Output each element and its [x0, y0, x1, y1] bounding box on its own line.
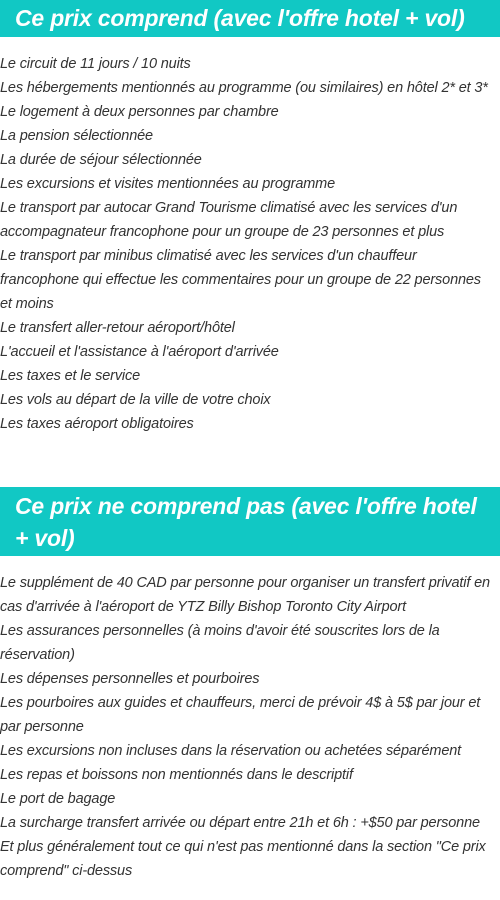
list-item: Les excursions et visites mentionnées au programme — [0, 176, 336, 192]
list-item: Le port de bagage — [0, 791, 116, 807]
list-item: Le transfert aller-retour aéroport/hôtel — [0, 320, 235, 336]
list-item: Les hébergements mentionnés au programme (ou similaires) en hôtel 2* et 3* — [0, 80, 488, 96]
list-item: Et plus généralement tout ce qui n'est pas mentionné dans la section "Ce prix comprend" ci-dessus — [0, 839, 486, 879]
list-item: Le transport par autocar Grand Tourisme climatisé avec les services d'un accompagnateur francophone pour un groupe de 23 personnes et plus — [0, 200, 458, 240]
list-item: Les pourboires aux guides et chauffeurs, merci de prévoir 4$ à 5$ par jour et par personne — [0, 695, 481, 735]
list-item: Le circuit de 11 jours / 10 nuits — [0, 56, 191, 72]
list-item: Les taxes et le service — [0, 368, 141, 384]
list-item: L'accueil et l'assistance à l'aéroport d'arrivée — [0, 344, 279, 360]
list-item: La durée de séjour sélectionnée — [0, 152, 202, 168]
included-items-list — [0, 52, 500, 436]
list-item: Les repas et boissons non mentionnés dans le descriptif — [0, 767, 353, 783]
list-item: Les taxes aéroport obligatoires — [0, 416, 194, 432]
list-item: Le logement à deux personnes par chambre — [0, 104, 279, 120]
included-section-title: Ce prix comprend (avec l'offre hotel + vol) — [0, 0, 500, 37]
list-item: La surcharge transfert arrivée ou départ entre 21h et 6h : +$50 par personne — [0, 815, 480, 831]
list-item: Le transport par minibus climatisé avec les services d'un chauffeur francophone qui effectue les commentaires pour un groupe de 22 personnes et moins — [0, 248, 481, 312]
list-item: La pension sélectionnée — [0, 128, 153, 144]
excluded-section-title: Ce prix ne comprend pas (avec l'offre hotel + vol) — [0, 487, 500, 556]
list-item: Les vols au départ de la ville de votre choix — [0, 392, 271, 408]
list-item: Les dépenses personnelles et pourboires — [0, 671, 260, 687]
list-item: Les assurances personnelles (à moins d'avoir été souscrites lors de la réservation) — [0, 623, 440, 663]
excluded-items-list — [0, 571, 500, 883]
list-item: Les excursions non incluses dans la réservation ou achetées séparément — [0, 743, 462, 759]
list-item: Le supplément de 40 CAD par personne pour organiser un transfert privatif en cas d'arrivée à l'aéroport de YTZ Billy Bishop Toronto City Airport — [0, 575, 490, 615]
